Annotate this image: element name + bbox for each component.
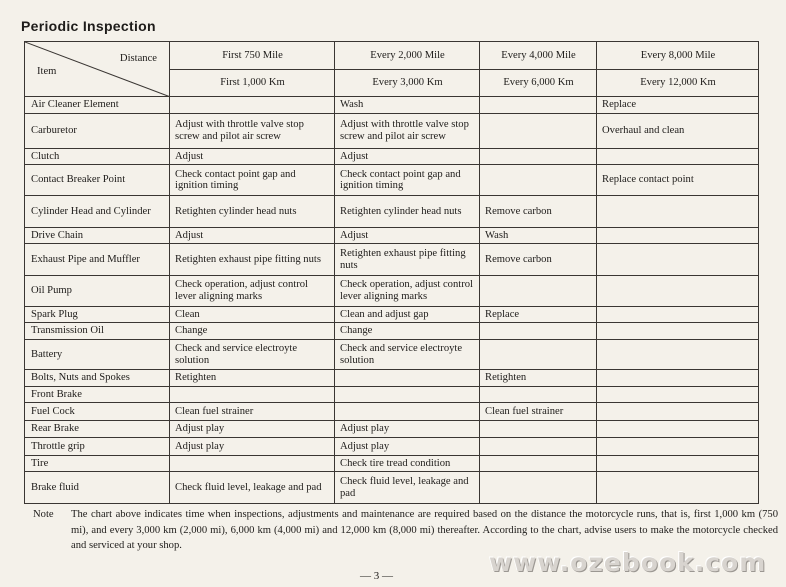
table-row bbox=[25, 276, 759, 307]
interval-cell-3 bbox=[480, 113, 597, 148]
table-row bbox=[25, 227, 759, 243]
item-name-cell: Drive Chain bbox=[25, 227, 170, 243]
interval-cell-2: Adjust play bbox=[335, 420, 480, 437]
table-row bbox=[25, 420, 759, 437]
interval-cell-1: Change bbox=[170, 323, 335, 339]
interval-cell-1: Clean fuel strainer bbox=[170, 403, 335, 420]
interval-cell-2: Adjust bbox=[335, 227, 480, 243]
item-name-cell: Transmission Oil bbox=[25, 323, 170, 339]
interval-cell-3 bbox=[480, 276, 597, 307]
item-label: Item bbox=[37, 66, 57, 77]
table-row bbox=[25, 472, 759, 504]
interval-cell-1 bbox=[170, 386, 335, 402]
interval-cell-1: Adjust bbox=[170, 148, 335, 164]
page-title: Periodic Inspection bbox=[21, 18, 156, 34]
interval-cell-3 bbox=[480, 420, 597, 437]
interval-cell-2: Wash bbox=[335, 97, 480, 113]
interval-cell-3 bbox=[480, 97, 597, 113]
interval-cell-2: Adjust with throttle valve stop screw and pilot air screw bbox=[335, 113, 480, 148]
interval-cell-3: Remove carbon bbox=[480, 244, 597, 276]
table-row bbox=[25, 370, 759, 386]
item-name-cell: Contact Breaker Point bbox=[25, 165, 170, 196]
interval-cell-2: Retighten cylinder head nuts bbox=[335, 195, 480, 227]
table-row bbox=[25, 438, 759, 455]
table-row bbox=[25, 165, 759, 196]
item-name-cell: Brake fluid bbox=[25, 472, 170, 504]
item-name-cell: Air Cleaner Element bbox=[25, 97, 170, 113]
interval-cell-3 bbox=[480, 472, 597, 504]
item-name-cell: Battery bbox=[25, 339, 170, 370]
interval-cell-2 bbox=[335, 386, 480, 402]
header-miles-3: Every 4,000 Mile bbox=[480, 42, 597, 70]
table-row bbox=[25, 113, 759, 148]
interval-cell-1: Check and service electroyte solution bbox=[170, 339, 335, 370]
header-row-miles bbox=[25, 42, 759, 70]
interval-cell-3 bbox=[480, 438, 597, 455]
watermark-logo: www.ozebook.com bbox=[489, 548, 767, 577]
table-row bbox=[25, 97, 759, 113]
interval-cell-3: Wash bbox=[480, 227, 597, 243]
interval-cell-2: Check operation, adjust control lever aligning marks bbox=[335, 276, 480, 307]
item-name-cell: Exhaust Pipe and Muffler bbox=[25, 244, 170, 276]
item-name-cell: Throttle grip bbox=[25, 438, 170, 455]
interval-cell-2: Retighten exhaust pipe fitting nuts bbox=[335, 244, 480, 276]
interval-cell-2 bbox=[335, 403, 480, 420]
interval-cell-1 bbox=[170, 455, 335, 471]
table-row bbox=[25, 339, 759, 370]
item-name-cell: Clutch bbox=[25, 148, 170, 164]
interval-cell-4 bbox=[597, 306, 759, 322]
interval-cell-4 bbox=[597, 276, 759, 307]
inspection-table bbox=[24, 41, 759, 504]
interval-cell-1: Adjust with throttle valve stop screw and pilot air screw bbox=[170, 113, 335, 148]
interval-cell-4 bbox=[597, 370, 759, 386]
item-name-cell: Bolts, Nuts and Spokes bbox=[25, 370, 170, 386]
interval-cell-3 bbox=[480, 455, 597, 471]
interval-cell-2: Adjust bbox=[335, 148, 480, 164]
inspection-table-container bbox=[24, 41, 758, 504]
interval-cell-4 bbox=[597, 386, 759, 402]
interval-cell-4: Overhaul and clean bbox=[597, 113, 759, 148]
interval-cell-3: Remove carbon bbox=[480, 195, 597, 227]
interval-cell-2: Check and service electroyte solution bbox=[335, 339, 480, 370]
interval-cell-1: Check fluid level, leakage and pad bbox=[170, 472, 335, 504]
interval-cell-2: Clean and adjust gap bbox=[335, 306, 480, 322]
table-row bbox=[25, 403, 759, 420]
interval-cell-4 bbox=[597, 323, 759, 339]
interval-cell-1: Clean bbox=[170, 306, 335, 322]
interval-cell-4: Replace bbox=[597, 97, 759, 113]
table-row bbox=[25, 306, 759, 322]
header-miles-1: First 750 Mile bbox=[170, 42, 335, 70]
distance-label: Distance bbox=[119, 53, 157, 64]
interval-cell-4 bbox=[597, 472, 759, 504]
item-name-cell: Spark Plug bbox=[25, 306, 170, 322]
interval-cell-1: Retighten exhaust pipe fitting nuts bbox=[170, 244, 335, 276]
interval-cell-1: Retighten bbox=[170, 370, 335, 386]
interval-cell-1: Adjust bbox=[170, 227, 335, 243]
interval-cell-4 bbox=[597, 244, 759, 276]
interval-cell-2: Check contact point gap and ignition timing bbox=[335, 165, 480, 196]
interval-cell-1: Adjust play bbox=[170, 420, 335, 437]
interval-cell-1 bbox=[170, 97, 335, 113]
interval-cell-4: Replace contact point bbox=[597, 165, 759, 196]
interval-cell-1: Check contact point gap and ignition timing bbox=[170, 165, 335, 196]
table-row bbox=[25, 455, 759, 471]
interval-cell-1: Retighten cylinder head nuts bbox=[170, 195, 335, 227]
interval-cell-4 bbox=[597, 438, 759, 455]
table-row bbox=[25, 386, 759, 402]
interval-cell-3 bbox=[480, 165, 597, 196]
table-row bbox=[25, 195, 759, 227]
interval-cell-2: Change bbox=[335, 323, 480, 339]
header-miles-2: Every 2,000 Mile bbox=[335, 42, 480, 70]
interval-cell-2: Check tire tread condition bbox=[335, 455, 480, 471]
interval-cell-4 bbox=[597, 227, 759, 243]
interval-cell-3: Clean fuel strainer bbox=[480, 403, 597, 420]
interval-cell-2: Check fluid level, leakage and pad bbox=[335, 472, 480, 504]
item-name-cell: Cylinder Head and Cylinder bbox=[25, 195, 170, 227]
table-row bbox=[25, 323, 759, 339]
interval-cell-3: Replace bbox=[480, 306, 597, 322]
header-miles-4: Every 8,000 Mile bbox=[597, 42, 759, 70]
interval-cell-4 bbox=[597, 195, 759, 227]
interval-cell-2 bbox=[335, 370, 480, 386]
item-name-cell: Tire bbox=[25, 455, 170, 471]
note-label: Note bbox=[33, 509, 54, 520]
interval-cell-1: Adjust play bbox=[170, 438, 335, 455]
interval-cell-3 bbox=[480, 339, 597, 370]
interval-cell-4 bbox=[597, 403, 759, 420]
item-name-cell: Front Brake bbox=[25, 386, 170, 402]
interval-cell-3 bbox=[480, 386, 597, 402]
item-name-cell: Carburetor bbox=[25, 113, 170, 148]
item-name-cell: Fuel Cock bbox=[25, 403, 170, 420]
diagonal-header-cell bbox=[25, 42, 170, 97]
header-km-1: First 1,000 Km bbox=[170, 69, 335, 97]
interval-cell-4 bbox=[597, 148, 759, 164]
header-km-2: Every 3,000 Km bbox=[335, 69, 480, 97]
table-row bbox=[25, 148, 759, 164]
interval-cell-4 bbox=[597, 420, 759, 437]
interval-cell-3 bbox=[480, 323, 597, 339]
interval-cell-3: Retighten bbox=[480, 370, 597, 386]
header-km-4: Every 12,000 Km bbox=[597, 69, 759, 97]
interval-cell-3 bbox=[480, 148, 597, 164]
header-km-3: Every 6,000 Km bbox=[480, 69, 597, 97]
interval-cell-4 bbox=[597, 339, 759, 370]
note-text: The chart above indicates time when inspections, adjustments and maintenance are required based on the distance the motorcycle runs, that is, first 1,000 km (750 mi), and every 3,000 km (2,000 mi), 6,000 km (4,000 mi) and 12,000 km (8,000 mi) thereafter. According to the chart, advise users to make the motorcycle checked and serviced at your shop. bbox=[71, 509, 778, 551]
table-row bbox=[25, 244, 759, 276]
interval-cell-2: Adjust play bbox=[335, 438, 480, 455]
interval-cell-4 bbox=[597, 455, 759, 471]
item-name-cell: Rear Brake bbox=[25, 420, 170, 437]
item-name-cell: Oil Pump bbox=[25, 276, 170, 307]
page-number: — 3 — bbox=[360, 570, 393, 582]
interval-cell-1: Check operation, adjust control lever aligning marks bbox=[170, 276, 335, 307]
